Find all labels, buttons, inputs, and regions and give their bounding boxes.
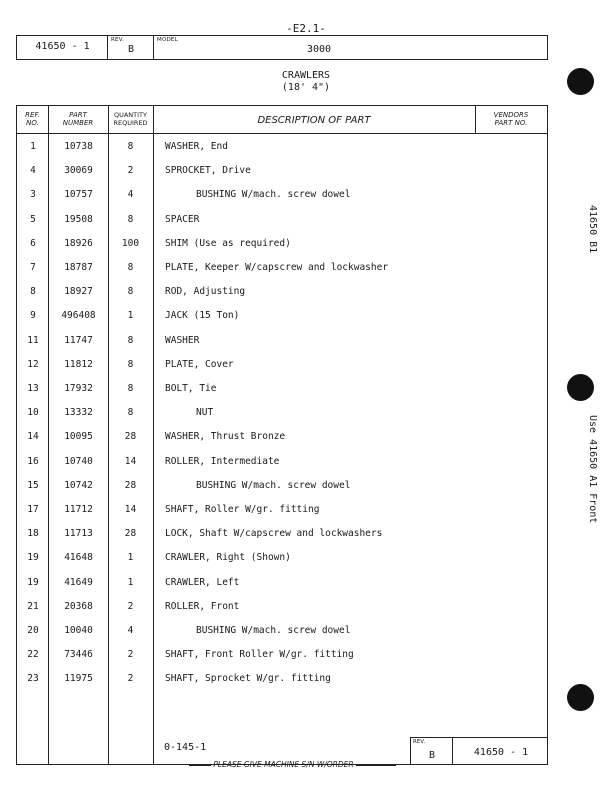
- table-row: [17, 209, 547, 233]
- table-row: [17, 305, 547, 329]
- footer-doc-box: [452, 737, 548, 765]
- part-number: 73446: [64, 649, 93, 661]
- part-description: SPACER: [165, 213, 200, 225]
- parts-table: [16, 105, 548, 765]
- quantity: 8: [127, 334, 134, 346]
- part-number: 30069: [64, 165, 93, 177]
- ref-number: 6: [30, 237, 36, 249]
- part-description: WASHER, End: [165, 141, 228, 152]
- quantity: 1: [127, 552, 134, 564]
- table-row: [17, 596, 547, 620]
- quantity: 14: [124, 504, 137, 515]
- part-number: 20368: [64, 600, 93, 612]
- table-row: [17, 644, 547, 668]
- part-description: PLATE, Keeper W/capscrew and lockwasher: [165, 262, 389, 273]
- part-description: BUSHING W/mach. screw dowel: [196, 189, 351, 201]
- part-number: 11712: [64, 504, 93, 515]
- table-row: [17, 184, 547, 208]
- table-row: [17, 475, 547, 499]
- table-row: [17, 402, 547, 426]
- part-description: SHAFT, Front Roller W/gr. fitting: [165, 649, 354, 661]
- part-description: PLATE, Cover: [165, 358, 234, 370]
- quantity: 2: [127, 165, 134, 177]
- section-subtitle: (18' 4"): [281, 82, 331, 93]
- section-title: CRAWLERS: [281, 70, 331, 81]
- ref-number: 22: [27, 649, 39, 661]
- ref-number: 21: [27, 600, 39, 612]
- footer-order-note: PLEASE GIVE MACHINE S/N W/ORDER: [170, 760, 415, 769]
- part-description: LOCK, Shaft W/capscrew and lockwashers: [165, 528, 383, 540]
- part-description: ROD, Adjusting: [165, 286, 246, 298]
- ref-number: 14: [27, 431, 39, 443]
- part-description: BUSHING W/mach. screw dowel: [196, 625, 351, 636]
- ref-number: 9: [30, 310, 36, 322]
- part-description: SHAFT, Sprocket W/gr. fitting: [165, 673, 331, 685]
- part-number: 11812: [64, 358, 93, 370]
- quantity: 8: [127, 286, 134, 298]
- ref-number: 5: [30, 213, 36, 225]
- part-number: 18926: [64, 237, 93, 249]
- table-row: [17, 523, 547, 547]
- part-description: SPROCKET, Drive: [165, 165, 251, 177]
- punch-hole: [567, 68, 594, 95]
- model-cell: [154, 36, 547, 59]
- page-number: -E2.1-: [286, 22, 326, 35]
- part-number: 11713: [64, 528, 93, 540]
- table-row: [17, 136, 547, 160]
- table-row: [17, 620, 547, 644]
- col-header-part-number: PART NUMBER: [62, 111, 94, 127]
- header-rule: [17, 133, 547, 134]
- punch-hole: [567, 374, 594, 401]
- part-number: 11975: [64, 673, 93, 685]
- ref-number: 7: [30, 262, 36, 273]
- table-row: [17, 572, 547, 596]
- part-number: 10095: [64, 431, 93, 443]
- quantity: 4: [127, 189, 134, 201]
- table-row: [17, 426, 547, 450]
- part-description: NUT: [196, 407, 214, 419]
- quantity: 8: [127, 407, 134, 419]
- table-row: [17, 354, 547, 378]
- ref-number: 19: [27, 552, 39, 564]
- quantity: 8: [127, 141, 134, 152]
- quantity: 1: [127, 576, 134, 588]
- model-label: MODEL: [157, 37, 178, 43]
- ref-number: 12: [27, 358, 39, 370]
- part-number: 10040: [64, 625, 93, 636]
- doc-number-cell: [17, 36, 108, 59]
- ref-number: 10: [27, 407, 39, 419]
- col-header-ref: REF. NO.: [25, 111, 40, 127]
- ref-number: 11: [27, 334, 39, 346]
- part-number: 10740: [64, 455, 93, 467]
- rev-value: B: [127, 44, 135, 55]
- rev-label: REV.: [111, 37, 124, 43]
- model-value: 3000: [306, 44, 332, 55]
- punch-hole: [567, 684, 594, 711]
- quantity: 8: [127, 358, 134, 370]
- ref-number: 17: [27, 504, 39, 515]
- part-description: JACK (15 Ton): [165, 310, 240, 322]
- part-number: 11747: [64, 334, 93, 346]
- table-row: [17, 668, 547, 692]
- quantity: 28: [124, 479, 137, 491]
- quantity: 2: [127, 600, 134, 612]
- quantity: 8: [127, 262, 134, 273]
- doc-number: 41650 - 1: [35, 41, 90, 52]
- table-row: [17, 160, 547, 184]
- part-number: 10742: [64, 479, 93, 491]
- table-row: [17, 233, 547, 257]
- header-box: [16, 35, 548, 60]
- quantity: 2: [127, 673, 134, 685]
- quantity: 4: [127, 625, 134, 636]
- ref-number: 13: [27, 383, 39, 394]
- table-row: [17, 547, 547, 571]
- part-number: 41649: [64, 576, 93, 588]
- col-header-vendor-part: VENDORS PART NO.: [493, 111, 529, 127]
- part-description: CRAWLER, Left: [165, 576, 240, 588]
- part-number: 18787: [64, 262, 93, 273]
- ref-number: 15: [27, 479, 39, 491]
- part-number: 10757: [64, 189, 93, 201]
- part-number: 17932: [64, 383, 93, 394]
- part-description: ROLLER, Front: [165, 600, 240, 612]
- part-description: WASHER: [165, 334, 200, 346]
- part-number: 19508: [64, 213, 93, 225]
- footer-doc-number: 41650 - 1: [473, 747, 529, 758]
- quantity: 28: [124, 431, 137, 443]
- quantity: 8: [127, 383, 134, 394]
- side-note-middle: Use 41650 A1 Front: [587, 415, 598, 524]
- table-row: [17, 499, 547, 523]
- ref-number: 20: [27, 625, 39, 636]
- ref-number: 18: [27, 528, 39, 540]
- ref-number: 16: [27, 455, 39, 467]
- quantity: 2: [127, 649, 134, 661]
- ref-number: 4: [30, 165, 36, 177]
- col-header-quantity: QUANTITY REQUIRED: [113, 111, 148, 127]
- quantity: 1: [127, 310, 134, 322]
- quantity: 28: [124, 528, 137, 540]
- part-number: 18927: [64, 286, 93, 298]
- rev-cell: [108, 36, 154, 59]
- part-description: SHAFT, Roller W/gr. fitting: [165, 504, 320, 515]
- footer-rev-value: B: [428, 750, 436, 761]
- part-number: 41648: [64, 552, 93, 564]
- footer-code: 0-145-1: [164, 742, 207, 753]
- side-note-top: 41650 B1: [587, 205, 598, 254]
- part-description: ROLLER, Intermediate: [165, 455, 280, 467]
- col-header-description: DESCRIPTION OF PART: [257, 115, 371, 126]
- ref-number: 1: [30, 141, 36, 152]
- part-description: SHIM (Use as required): [165, 237, 291, 249]
- ref-number: 23: [27, 673, 39, 685]
- part-number: 10738: [64, 141, 93, 152]
- part-description: WASHER, Thrust Bronze: [165, 431, 286, 443]
- quantity: 14: [124, 455, 137, 467]
- quantity: 8: [127, 213, 134, 225]
- ref-number: 19: [27, 576, 39, 588]
- part-description: BOLT, Tie: [165, 383, 217, 394]
- table-row: [17, 281, 547, 305]
- ref-number: 3: [30, 189, 36, 201]
- table-row: [17, 378, 547, 402]
- table-row: [17, 451, 547, 475]
- table-row: [17, 257, 547, 281]
- quantity: 100: [121, 237, 140, 249]
- table-row: [17, 330, 547, 354]
- part-number: 13332: [64, 407, 93, 419]
- part-description: CRAWLER, Right (Shown): [165, 552, 291, 564]
- part-description: BUSHING W/mach. screw dowel: [196, 479, 351, 491]
- ref-number: 8: [30, 286, 36, 298]
- footer-rev-box: [410, 737, 452, 765]
- part-number: 496408: [61, 310, 96, 322]
- footer-rev-label: REV.: [413, 739, 426, 745]
